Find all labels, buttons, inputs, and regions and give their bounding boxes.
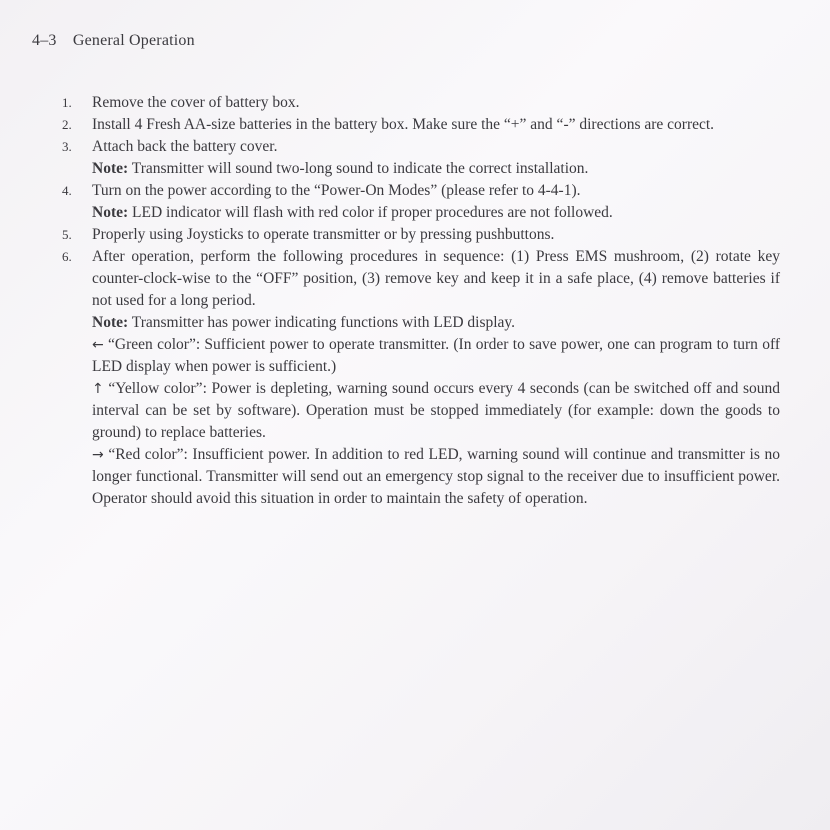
step-text: Attach back the battery cover.	[92, 138, 278, 155]
step-text: After operation, perform the following procedures in sequence: (1) Press EMS mushroom, (2) rotate key counter-clock-wise to the “OFF” position, (3) remove key and keep it in a safe place, (4) remove batteries if not used for a long period.	[92, 248, 780, 309]
step-text: Install 4 Fresh AA-size batteries in the battery box. Make sure the “+” and “-” directions are correct.	[92, 116, 715, 133]
step-number: 2.	[62, 117, 72, 132]
step-number: 5.	[62, 227, 72, 242]
up-arrow-icon: ↑	[92, 381, 104, 397]
step-number: 1.	[62, 95, 72, 110]
green-indicator-text	[92, 334, 780, 378]
note-text: Transmitter has power indicating functions with LED display.	[131, 314, 516, 331]
procedure-list	[62, 92, 780, 510]
left-arrow-icon: ←	[92, 337, 104, 353]
right-arrow-icon: →	[92, 447, 104, 463]
step-number: 4.	[62, 183, 72, 198]
step-text: Properly using Joysticks to operate transmitter or by pressing pushbuttons.	[92, 226, 555, 243]
note-text: Transmitter will sound two-long sound to indicate the correct installation.	[131, 160, 589, 177]
step-note	[92, 158, 780, 180]
note-text: LED indicator will flash with red color if proper procedures are not followed.	[132, 204, 613, 221]
red-indicator-text	[92, 444, 780, 510]
step-number: 6.	[62, 249, 72, 264]
yellow-description: “Yellow color”: Power is depleting, warning sound occurs every 4 seconds (can be switched off and sound interval can be set by software). Operation must be stopped immediately (for example: down the goods to ground) to replace batteries.	[92, 380, 780, 441]
step-4	[62, 180, 780, 224]
step-number: 3.	[62, 139, 72, 154]
yellow-indicator-text	[92, 378, 780, 444]
step-1	[62, 92, 780, 114]
section-title: General Operation	[72, 32, 195, 49]
step-note	[92, 202, 780, 224]
green-description: “Green color”: Sufficient power to operate transmitter. (In order to save power, one can program to turn off LED display when power is sufficient.)	[92, 336, 781, 375]
section-number: 4–3	[32, 32, 57, 49]
step-5	[62, 224, 780, 246]
red-description: “Red color”: Insufficient power. In addition to red LED, warning sound will continue and transmitter is no longer functional. Transmitter will send out an emergency stop signal to the receiver due to insufficient power. Operator should avoid this situation in order to maintain the safety of operation.	[92, 446, 780, 507]
step-2	[62, 114, 780, 136]
step-note	[92, 312, 780, 334]
step-3	[62, 136, 780, 180]
note-label: Note:	[92, 204, 129, 221]
step-text: Remove the cover of battery box.	[92, 94, 300, 111]
note-label: Note:	[92, 314, 129, 331]
note-label: Note:	[92, 160, 129, 177]
section-heading	[32, 32, 195, 50]
step-text: Turn on the power according to the “Power-On Modes” (please refer to 4-4-1).	[92, 182, 581, 199]
step-6	[62, 246, 780, 510]
